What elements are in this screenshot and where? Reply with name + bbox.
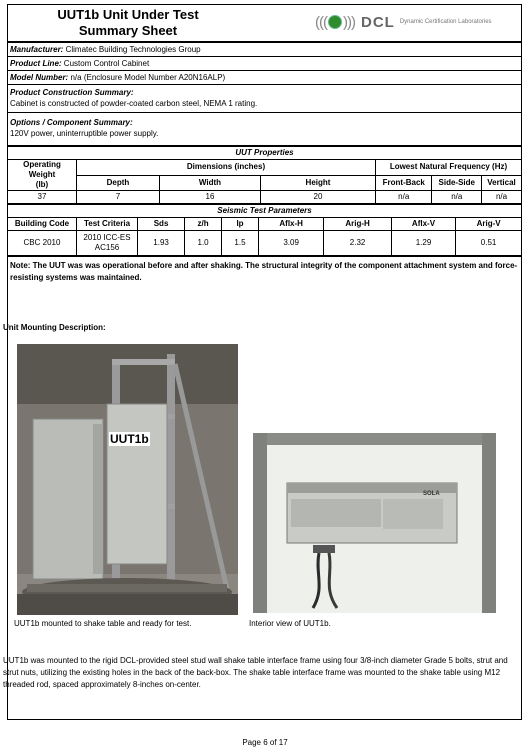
model-row (8, 71, 521, 85)
model-label: Model Number: (10, 73, 69, 82)
aflx-h-value: 3.09 (258, 231, 323, 256)
dimensions-header: Dimensions (inches) (77, 160, 376, 176)
col-side-side: Side-Side (432, 175, 482, 191)
table-row (8, 231, 521, 256)
col-arig-v: Arig-V (456, 218, 521, 231)
col-arig-h: Arig-H (324, 218, 391, 231)
zh-value: 1.0 (185, 231, 222, 256)
weight-label-line-1: Operating Weight (23, 160, 61, 179)
col-aflx-v: Aflx-V (391, 218, 455, 231)
col-depth: Depth (77, 175, 160, 191)
col-vertical: Vertical (482, 175, 521, 191)
col-width: Width (160, 175, 261, 191)
aflx-v-value: 1.29 (391, 231, 455, 256)
col-height: Height (261, 175, 376, 191)
side-side-value: n/a (432, 191, 482, 204)
weight-value: 37 (8, 191, 77, 204)
arig-v-value: 0.51 (456, 231, 521, 256)
product-line-label: Product Line: (10, 59, 62, 68)
col-aflx-h: Aflx-H (258, 218, 323, 231)
model-value: n/a (Enclosure Model Number A20N16ALP) (70, 73, 226, 82)
uut1b-photo-label: UUT1b (110, 432, 149, 446)
manufacturer-value: Climatec Building Technologies Group (65, 45, 201, 54)
manufacturer-row (8, 43, 521, 57)
criteria-line-2: AC156 (94, 243, 120, 252)
vertical-value: n/a (482, 191, 521, 204)
options-row (8, 113, 521, 147)
building-code-value: CBC 2010 (8, 231, 77, 256)
sds-value: 1.93 (138, 231, 185, 256)
options-label: Options / Component Summary: (10, 118, 133, 127)
front-back-value: n/a (376, 191, 432, 204)
col-ip: Ip (222, 218, 259, 231)
interior-photo-image (253, 433, 496, 613)
page-number: Page 6 of 17 (242, 738, 288, 747)
page-title (28, 7, 228, 39)
depth-value: 7 (77, 191, 160, 204)
logo-wave-left-icon: ((( (315, 13, 327, 31)
manufacturer-label: Manufacturer: (10, 45, 64, 54)
dcl-logo (315, 11, 492, 33)
col-front-back: Front-Back (376, 175, 432, 191)
photo-caption-shake-table: UUT1b mounted to shake table and ready for test. (14, 619, 192, 628)
logo-text: DCL (361, 13, 395, 31)
options-value: 120V power, uninterruptible power supply. (10, 129, 159, 138)
ip-value: 1.5 (222, 231, 259, 256)
arig-h-value: 2.32 (324, 231, 391, 256)
table-row (8, 191, 521, 204)
height-value: 20 (261, 191, 376, 204)
logo-dot-icon (328, 15, 342, 29)
logo-subtitle: Dynamic Certification Laboratories (399, 19, 492, 25)
mounting-heading: Unit Mounting Description: (3, 323, 106, 332)
photo-caption-interior: Interior view of UUT1b. (249, 619, 331, 628)
criteria-value (77, 231, 138, 256)
title-line-2: Summary Sheet (78, 23, 178, 38)
weight-label-line-2: (lb) (35, 180, 49, 189)
title-line-1: UUT1b Unit Under Test (57, 7, 199, 22)
col-building-code: Building Code (8, 218, 77, 231)
shake-table-photo-image (17, 344, 238, 615)
col-zh: z/h (185, 218, 222, 231)
logo-wave-right-icon: ))) (343, 13, 355, 31)
construction-value: Cabinet is constructed of powder-coated carbon steel, NEMA 1 rating. (10, 99, 258, 108)
seismic-title: Seismic Test Parameters (8, 205, 521, 218)
shake-table-photo (17, 344, 238, 615)
col-test-criteria: Test Criteria (77, 218, 138, 231)
construction-label: Product Construction Summary: (10, 88, 134, 97)
product-line-row (8, 57, 521, 71)
width-value: 16 (160, 191, 261, 204)
sola-panel-label: SOLA (423, 491, 440, 497)
col-sds: Sds (138, 218, 185, 231)
test-note: Note: The UUT was was operational before and after shaking. The structural integrity of the component attachment system and force-resisting systems was maintained. (8, 256, 521, 287)
sheet-header (8, 5, 521, 43)
criteria-line-1: 2010 ICC-ES (83, 233, 131, 242)
product-line-value: Custom Control Cabinet (63, 59, 150, 68)
frequency-header: Lowest Natural Frequency (Hz) (376, 160, 522, 176)
properties-table (8, 147, 521, 204)
seismic-table (8, 204, 521, 256)
weight-header (8, 160, 77, 191)
properties-title: UUT Properties (8, 147, 521, 160)
interior-photo (253, 433, 496, 613)
mounting-description: UUT1b was mounted to the rigid DCL-provided steel stud wall shake table interface frame using four 3/8-inch diameter Grade 5 bolts, strut and strut nuts, utilizing the existing holes in the back of the back-box. The shake table interface frame was mounted to the shake table using M12 threaded rod, spaced approximately 8-inches on-center. (3, 656, 508, 689)
construction-row (8, 85, 521, 113)
